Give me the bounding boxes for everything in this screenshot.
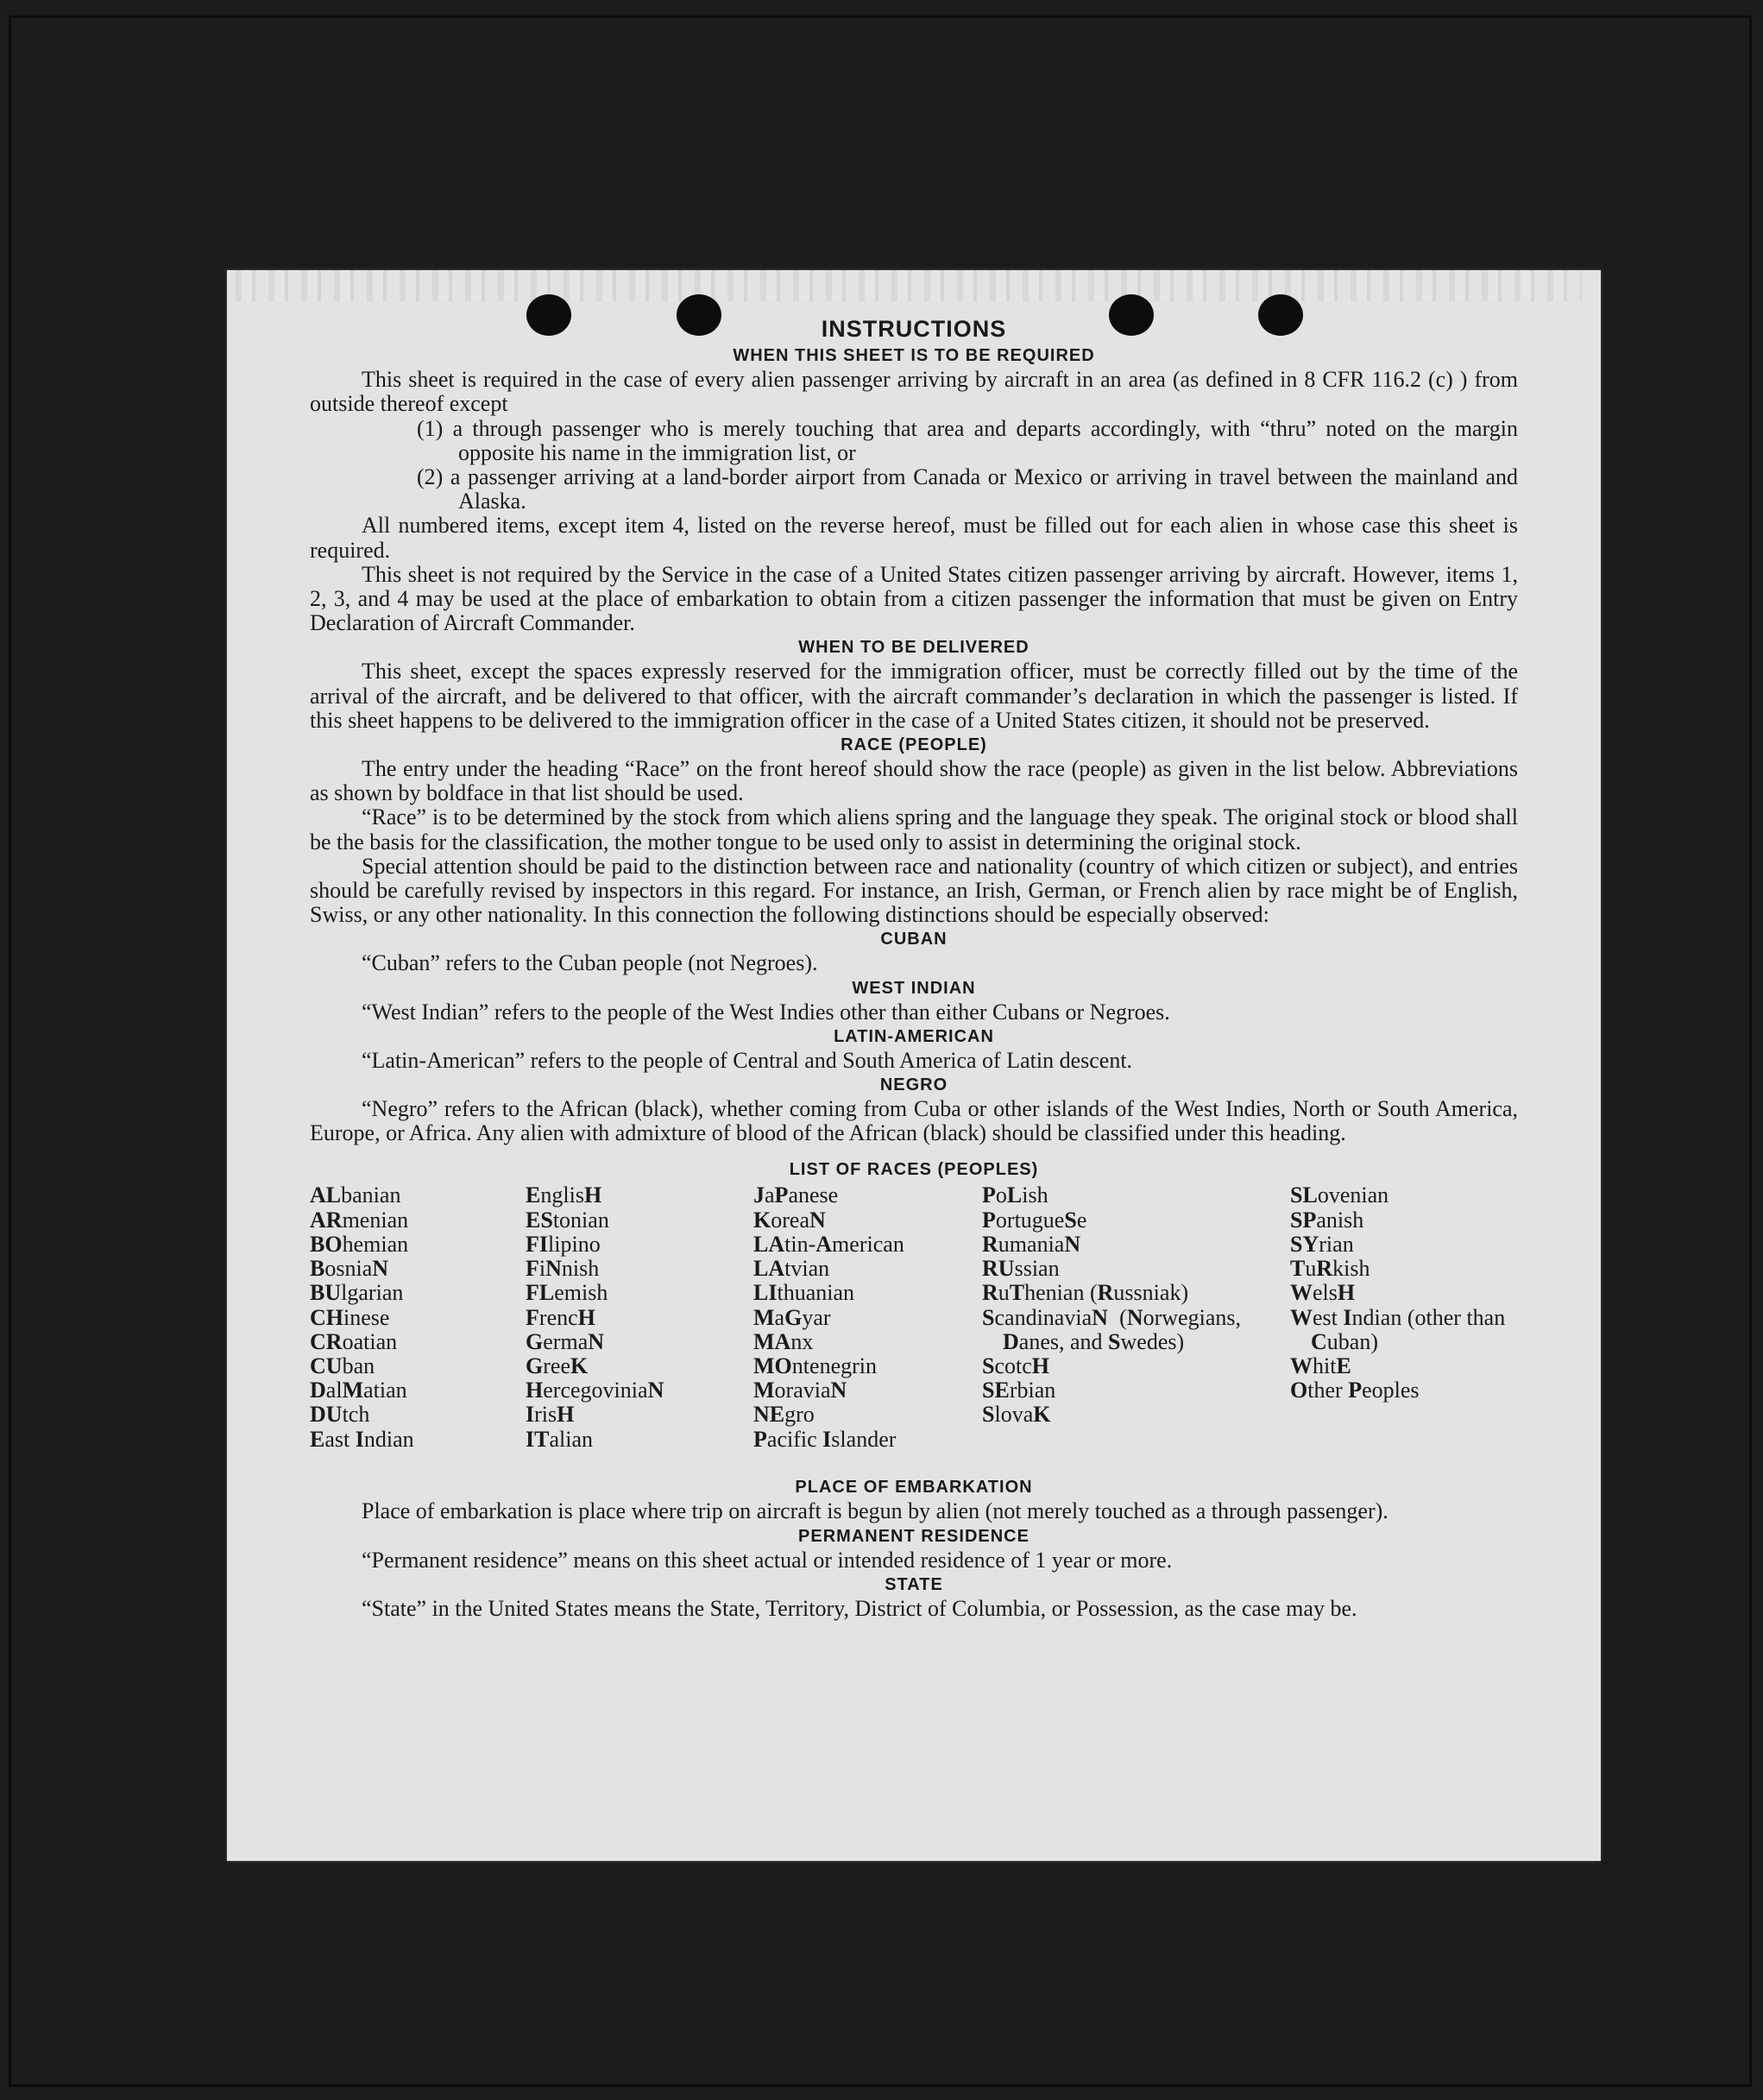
race-entry: MAnx: [753, 1328, 814, 1354]
race-entry: CHinese: [310, 1304, 390, 1330]
heading-when-delivered: WHEN TO BE DELIVERED: [798, 638, 1029, 658]
heading-when-required: WHEN THIS SHEET IS TO BE REQUIRED: [733, 346, 1095, 366]
heading-state: STATE: [885, 1574, 943, 1594]
document-sheet: [227, 270, 1601, 1861]
race-entry: EStonian: [526, 1207, 609, 1233]
race-entry: MaGyar: [753, 1304, 831, 1330]
race-entry: GermaN: [526, 1328, 605, 1354]
race-entry: CRoatian: [310, 1328, 398, 1354]
race-entry: WhitE: [1290, 1353, 1351, 1378]
race-paragraph-3: Special attention should be paid to the distinction between race and nationality (country of which citizen or subject), and entries should be carefully revised by inspectors in this regard. For instance, an Irish, German, or French alien by race might be of English, Swiss, or any other nationality. In this connection the following distinctions should be especially observed:: [310, 853, 1518, 928]
race-entry: HercegoviniaN: [526, 1378, 664, 1403]
heading-cuban: CUBAN: [880, 930, 948, 949]
race-column-4: [982, 1183, 1241, 1427]
race-entry: KoreaN: [753, 1207, 826, 1233]
race-entry: SPanish: [1290, 1207, 1364, 1233]
race-entry: BosniaN: [310, 1256, 389, 1282]
race-entry: CUban: [310, 1353, 375, 1378]
race-entry: DUtch: [310, 1402, 370, 1428]
race-entry: Pacific Islander: [753, 1426, 897, 1452]
race-entry: ARmenian: [310, 1207, 409, 1233]
race-entry: LIthuanian: [753, 1280, 855, 1306]
race-entry: West Indian (other than Cuban): [1290, 1304, 1506, 1354]
permanent-residence-text: “Permanent residence” means on this sheet actual or intended residence of 1 year or more.: [362, 1547, 1173, 1573]
race-entry: LAtin-American: [753, 1231, 904, 1257]
race-entry: BOhemian: [310, 1231, 409, 1257]
exception-item-2: (2) a passenger arriving at a land-border airport from Canada or Mexico or arriving in travel between the mainland and Alaska.: [417, 464, 1518, 514]
race-entry: RuThenian (Russniak): [982, 1280, 1189, 1306]
race-entry: ScotcH: [982, 1353, 1050, 1378]
race-entry: SLovenian: [1290, 1182, 1389, 1208]
race-entry: ALbanian: [310, 1182, 401, 1208]
latin-american-text: “Latin-American” refers to the people of Central and South America of Latin descent.: [362, 1047, 1133, 1073]
race-list: [310, 1183, 1518, 1475]
race-entry: PortugueSe: [982, 1207, 1087, 1233]
race-entry: Other Peoples: [1290, 1378, 1420, 1403]
race-paragraph-1: The entry under the heading “Race” on the front hereof should show the race (people) as given in the list below. Abbreviations as shown by boldface in that list should be used.: [310, 756, 1518, 806]
torn-top-edge: [236, 270, 1582, 301]
when-delivered-text: This sheet, except the spaces expressly reserved for the immigration officer, must be correctly filled out by the time of the arrival of the aircraft, and be delivered to that officer, with the aircraft commander’s declaration in which the passenger is listed. If this sheet happens to be delivered to the immigration officer in the case of a United States citizen, it should not be preserved.: [310, 659, 1518, 733]
race-entry: IrisH: [526, 1402, 575, 1428]
race-entry: SYrian: [1290, 1231, 1354, 1257]
race-entry: JaPanese: [753, 1182, 839, 1208]
race-entry: MoraviaN: [753, 1378, 847, 1403]
race-entry: FrencH: [526, 1304, 595, 1330]
race-entry: WelsH: [1290, 1280, 1356, 1306]
heading-list-of-races: LIST OF RACES (PEOPLES): [789, 1160, 1039, 1180]
race-entry: TuRkish: [1290, 1256, 1370, 1282]
race-entry: FIlipino: [526, 1231, 601, 1257]
heading-embarkation: PLACE OF EMBARKATION: [795, 1478, 1033, 1498]
state-text: “State” in the United States means the State, Territory, District of Columbia, or Possession, as the case may be.: [362, 1595, 1357, 1621]
cuban-text: “Cuban” refers to the Cuban people (not Negroes).: [362, 950, 818, 976]
race-entry: RumaniaN: [982, 1231, 1081, 1257]
when-required-intro: This sheet is required in the case of every alien passenger arriving by aircraft in an area (as defined in 8 CFR 116.2 (c) ) from outside thereof except: [310, 367, 1518, 417]
negro-text: “Negro” refers to the African (black), whether coming from Cuba or other islands of the West Indies, North or South America, Europe, or Africa. Any alien with admixture of blood of the African (black) should be classified under this heading.: [310, 1096, 1518, 1146]
race-entry: SErbian: [982, 1378, 1056, 1403]
west-indian-text: “West Indian” refers to the people of the West Indies other than either Cubans or Negroes.: [362, 999, 1170, 1025]
race-entry: EnglisH: [526, 1182, 602, 1208]
race-entry: FLemish: [526, 1280, 608, 1306]
race-entry: RUssian: [982, 1256, 1060, 1282]
heading-negro: NEGRO: [879, 1075, 948, 1095]
heading-latin-american: LATIN-AMERICAN: [834, 1026, 994, 1046]
race-paragraph-2: “Race” is to be determined by the stock from which aliens spring and the language they speak. The original stock or blood shall be the basis for the classification, the mother tongue to be used only to assist in determining the original stock.: [310, 804, 1518, 855]
race-column-5: [1290, 1183, 1518, 1403]
citizen-paragraph: This sheet is not required by the Service in the case of a United States citizen passenger arriving by aircraft. However, items 1, 2, 3, and 4 may be used at the place of embarkation to obtain from a citizen passenger the information that must be given on Entry Declaration of Aircraft Commander.: [310, 561, 1518, 636]
race-entry: LAtvian: [753, 1256, 830, 1282]
heading-permanent-residence: PERMANENT RESIDENCE: [798, 1526, 1029, 1546]
race-column-3: [753, 1183, 969, 1451]
race-entry: BUlgarian: [310, 1280, 404, 1306]
page-title: INSTRUCTIONS: [821, 316, 1007, 342]
heading-west-indian: WEST INDIAN: [852, 978, 976, 998]
race-entry: FiNnish: [526, 1256, 600, 1282]
heading-race: RACE (PEOPLE): [841, 735, 987, 755]
race-entry: East Indian: [310, 1426, 414, 1452]
race-entry: SlovaK: [982, 1402, 1051, 1428]
embarkation-text: Place of embarkation is place where trip on aircraft is begun by alien (not merely touched as a through passenger).: [362, 1498, 1388, 1524]
instructions-content: [310, 317, 1518, 1621]
race-column-2: [526, 1183, 741, 1451]
race-entry: NEgro: [753, 1402, 815, 1428]
race-entry: GreeK: [526, 1353, 589, 1378]
exception-item-1: (1) a through passenger who is merely touching that area and departs accordingly, with “thru” noted on the margin opposite his name in the immigration list, or: [417, 415, 1518, 465]
race-column-1: [310, 1183, 517, 1451]
race-entry: PoLish: [982, 1182, 1048, 1208]
race-entry: MOntenegrin: [753, 1353, 878, 1378]
race-entry: DalMatian: [310, 1378, 407, 1403]
race-entry: ITalian: [526, 1426, 594, 1452]
race-entry: ScandinaviaN (Norwegians, Danes, and Swedes): [982, 1304, 1241, 1354]
numbered-items-paragraph: All numbered items, except item 4, listed on the reverse hereof, must be filled out for each alien in whose case this sheet is required.: [310, 513, 1518, 563]
